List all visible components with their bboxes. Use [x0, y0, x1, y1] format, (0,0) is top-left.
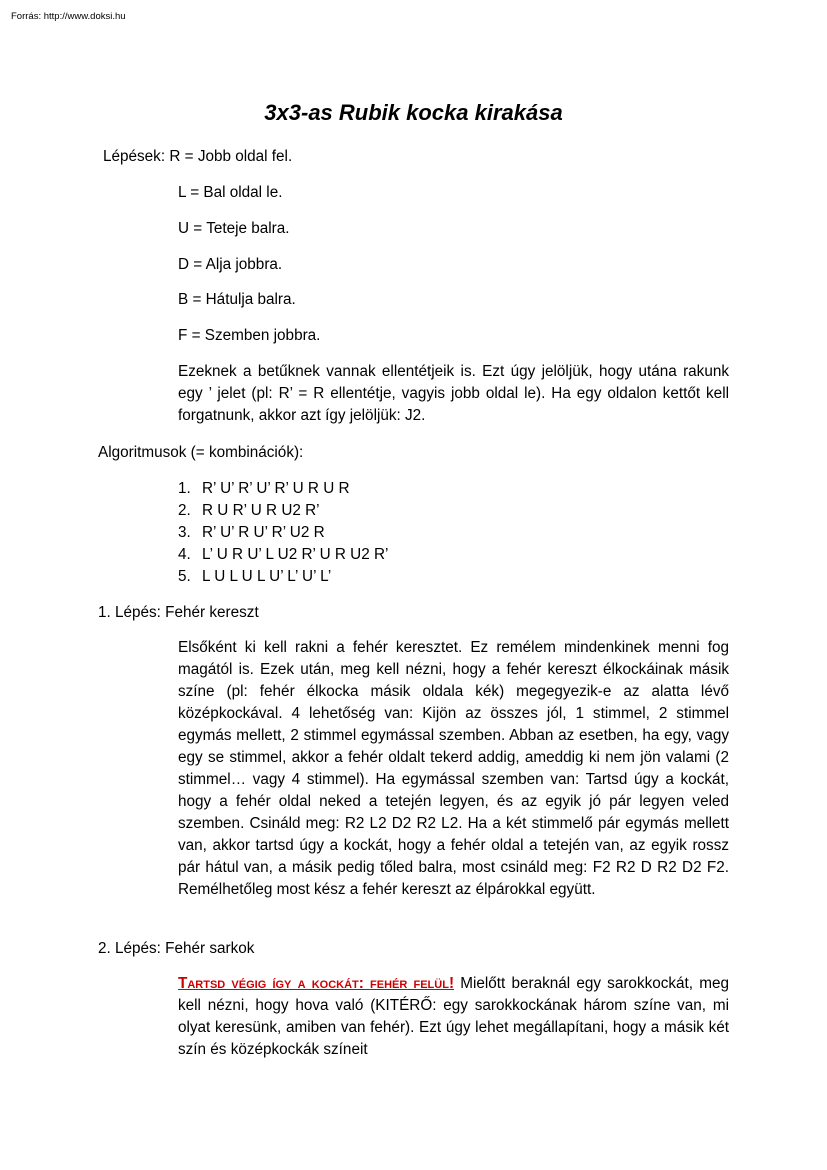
- step2-body: Mielőtt beraknál egy sarokkockát, meg kell nézni, hogy hova való (KITÉRŐ: egy sarokkockának három színe van, mi olyat keresünk, amiben van fehér). Ezt úgy lehet megállapítani, hogy a másik két szín és középkockák színeit: [178, 975, 729, 1058]
- inverse-note: Ezeknek a betűknek vannak ellentétjeik is. Ezt úgy jelöljük, hogy utána rakunk egy ’ jelet (pl: R’ = R ellentétje, vagyis jobb oldal le). Ha egy oldalon kettőt kell forgatnunk, akkor azt így jelöljük: J2.: [178, 363, 729, 424]
- list-item: 2. R U R’ U R U2 R’: [178, 502, 320, 519]
- warning-text: Tartsd végig így a kockát: fehér felül!: [178, 975, 455, 992]
- page-title: 3x3-as Rubik kocka kirakása: [264, 100, 563, 125]
- step1-text: Elsőként ki kell rakni a fehér keresztet. Ez remélem mindenkinek menni fog magától is. Ezek után, meg kell nézni, hogy a fehér kereszt élkockáinak másik színe (pl: fehér élkocka másik oldala kék) megegyezik-e az alatta lévő középkockával. 4 lehetőség van: Kijön az összes jól, 1 stimmel, 2 stimmel egymás mellett, 2 stimmel egymással szemben. Abban az esetben, ha egy, vagy egy se stimmel, akkor a fehér oldalt tekerd addig, ameddig ki nem jön valami (2 stimmel… vagy 4 stimmel). Ha egymással szemben van: Tartsd úgy a kockát, hogy a fehér oldal neked a tetején legyen, és az egyik jó pár legyen veled szemben. Csináld meg: R2 L2 D2 R2 L2. Ha a két stimmelő pár egymás mellett van, akkor tartsd úgy a kockát, hogy a fehér oldal a tetején van, az egyik rossz pár hátul van, a másik pedig tőled balra, most csináld meg: F2 R2 D R2 D2 F2. Remélhetőleg most kész a fehér kereszt az élpárokkal együtt.: [178, 639, 729, 898]
- list-item: 1. R’ U’ R’ U’ R’ U R U R: [178, 480, 350, 497]
- move-definition: F = Szemben jobbra.: [178, 327, 321, 344]
- list-item: 3. R’ U’ R U’ R’ U2 R: [178, 524, 325, 541]
- move-definition: U = Teteje balra.: [178, 220, 290, 237]
- step2-text: [178, 973, 729, 1061]
- algorithms-heading: Algoritmusok (= kombinációk):: [98, 444, 304, 461]
- moves-label: Lépések: R = Jobb oldal fel.: [103, 148, 293, 165]
- move-definition: L = Bal oldal le.: [178, 184, 283, 201]
- move-definition: B = Hátulja balra.: [178, 291, 296, 308]
- list-item: 4. L’ U R U’ L U2 R’ U R U2 R’: [178, 546, 389, 563]
- step2-heading: 2. Lépés: Fehér sarkok: [98, 940, 255, 957]
- list-item: 5. L U L U L U’ L’ U’ L’: [178, 568, 332, 585]
- source-note: Forrás: http://www.doksi.hu: [11, 11, 126, 22]
- move-definition: D = Alja jobbra.: [178, 256, 283, 273]
- step1-heading: 1. Lépés: Fehér kereszt: [98, 604, 259, 621]
- algorithm-list: [178, 478, 388, 588]
